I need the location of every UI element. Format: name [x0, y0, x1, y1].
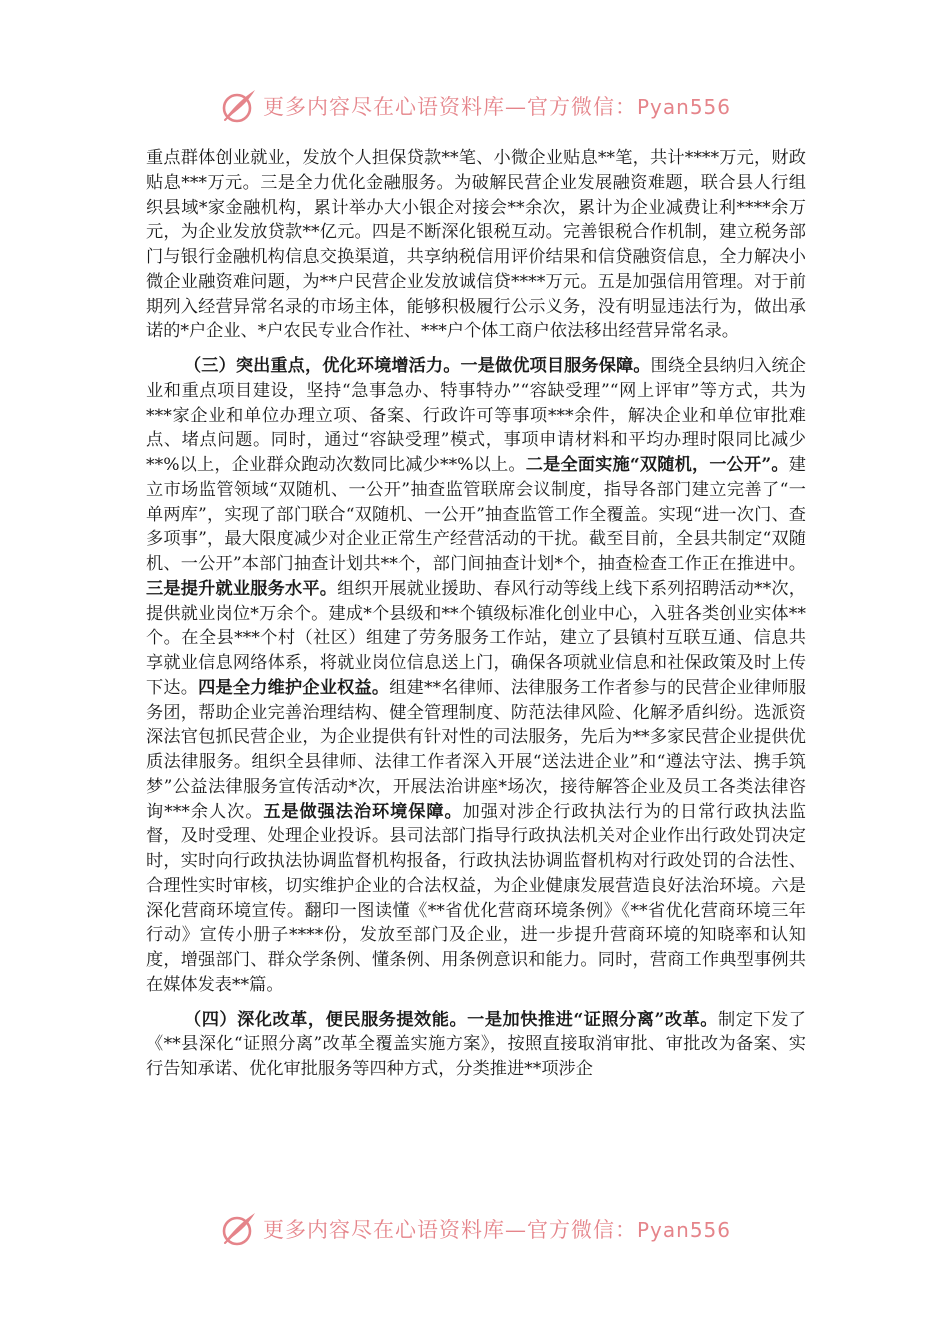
subheading-employment: 三是提升就业服务水平。	[146, 578, 338, 599]
document-body	[146, 146, 806, 1082]
paragraph-2-text-1: 围绕全县纳归入统企业和重点项目建设，坚持“急事急办、特事特办”“容缺受理”“网上评审”等方式，共为***家企业和单位办理立项、备案、行政许可等事项***余件，解决企业和单位审批难点、堵点问题。同时，通过“容缺受理”模式，事项申请材料和平均办理时限同比减少**%以上，企业群众跑动次数同比减少**%以上。	[146, 356, 806, 475]
watermark-text	[263, 1214, 731, 1244]
paragraph-2-text-3: 组织开展就业援助、春风行动等线上线下系列招聘活动**次，提供就业岗位*万余个。建成*个县级和**个镇级标准化创业中心，入驻各类创业实体**个。在全县***个村（社区）组建了劳务服务工作站，建立了县镇村互联互通、信息共享就业信息网络体系，将就业岗位信息送上门，确保各项就业信息和社保政策及时上传下达。	[146, 578, 806, 698]
quill-logo-icon	[219, 86, 259, 126]
watermark-text-latin: Pyan556	[636, 95, 731, 119]
paragraph-2	[146, 354, 806, 998]
watermark-text-latin: Pyan556	[636, 1218, 731, 1242]
subheading-double-random: 二是全面实施“双随机，一公开”。	[525, 455, 789, 475]
watermark-header	[0, 84, 950, 128]
watermark-footer	[0, 1207, 950, 1251]
subheading-rule-of-law: 五是做强法治环境保障。	[263, 801, 463, 822]
quill-logo-icon	[219, 1209, 259, 1249]
subheading-rights: 四是全力维护企业权益。	[198, 677, 390, 698]
paragraph-1	[146, 146, 806, 344]
watermark-text	[263, 91, 731, 121]
paragraph-2-text-5: 加强对涉企行政执法行为的日常行政执法监督，及时受理、处理企业投诉。县司法部门指导行政执法机关对企业作出行政处罚决定时，实时向行政执法协调监督机构报备，行政执法协调监督机构对行政处罚的合法性、合理性实时审核，切实维护企业的合法权益，为企业健康发展营造良好法治环境。六是深化营商环境宣传。翻印一图读懂《**省优化营商环境条例》《**省优化营商环境三年行动》宣传小册子****份，发放至部门及企业，进一步提升营商环境的知晓率和认知度，增强部门、群众学条例、懂条例、用条例意识和能力。同时，营商工作典型事例共在媒体发表**篇。	[146, 801, 806, 995]
paragraph-2-text-4: 组建**名律师、法律服务工作者参与的民营企业律师服务团，帮助企业完善治理结构、健全管理制度、防范法律风险、化解矛盾纠纷。选派资深法官包抓民营企业，为企业提供有针对性的司法服务，先后为**多家民营企业提供优质法律服务。组织全县律师、法律工作者深入开展“送法进企业”和“遵法守法、携手筑梦”公益法律服务宣传活动*次，开展法治讲座*场次，接待解答企业及员工各类法律咨询***余人次。	[146, 677, 806, 822]
paragraph-3	[146, 1008, 806, 1082]
paragraph-3-text-1: 制定下发了《**县深化“证照分离”改革全覆盖实施方案》，按照直接取消审批、审批改为备案、实行告知承诺、优化审批服务等四种方式，分类推进**项涉企	[146, 1009, 806, 1079]
section-4-heading: （四）深化改革，便民服务提效能。一是加快推进“证照分离”改革。	[184, 1009, 719, 1030]
watermark-text-cn: 更多内容尽在心语资料库—官方微信：	[262, 1218, 637, 1242]
watermark-text-cn: 更多内容尽在心语资料库—官方微信：	[262, 95, 637, 119]
section-3-heading: （三）突出重点，优化环境增活力。一是做优项目服务保障。	[184, 356, 651, 376]
paragraph-1-text: 重点群体创业就业，发放个人担保贷款**笔、小微企业贴息**笔，共计****万元，财政贴息***万元。三是全力优化金融服务。为破解民营企业发展融资难题，联合县人行组织县域*家金融机构，累计举办大小银企对接会**余次，累计为企业减费让利****余万元，为企业发放贷款**亿元。四是不断深化银税互动。完善银税合作机制，建立税务部门与银行金融机构信息交换渠道，共享纳税信用评价结果和信贷融资信息，全力解决小微企业融资难问题，为**户民营企业发放诚信贷****万元。五是加强信用管理。对于前期列入经营异常名录的市场主体，能够积极履行公示义务，没有明显违法行为，做出承诺的*户企业、*户农民专业合作社、***户个体工商户依法移出经营异常名录。	[146, 148, 806, 342]
paragraph-2-text-2: 建立市场监管领域“双随机、一公开”抽查监管联席会议制度，指导各部门建立完善了“一单两库”，实现了部门联合“双随机、一公开”抽查监管工作全覆盖。实现“进一次门、查多项事”，最大限度减少对企业正常生产经营活动的干扰。截至目前，全县共制定“双随机、一公开”本部门抽查计划共**个，部门间抽查计划*个，抽查检查工作正在推进中。	[146, 455, 806, 574]
